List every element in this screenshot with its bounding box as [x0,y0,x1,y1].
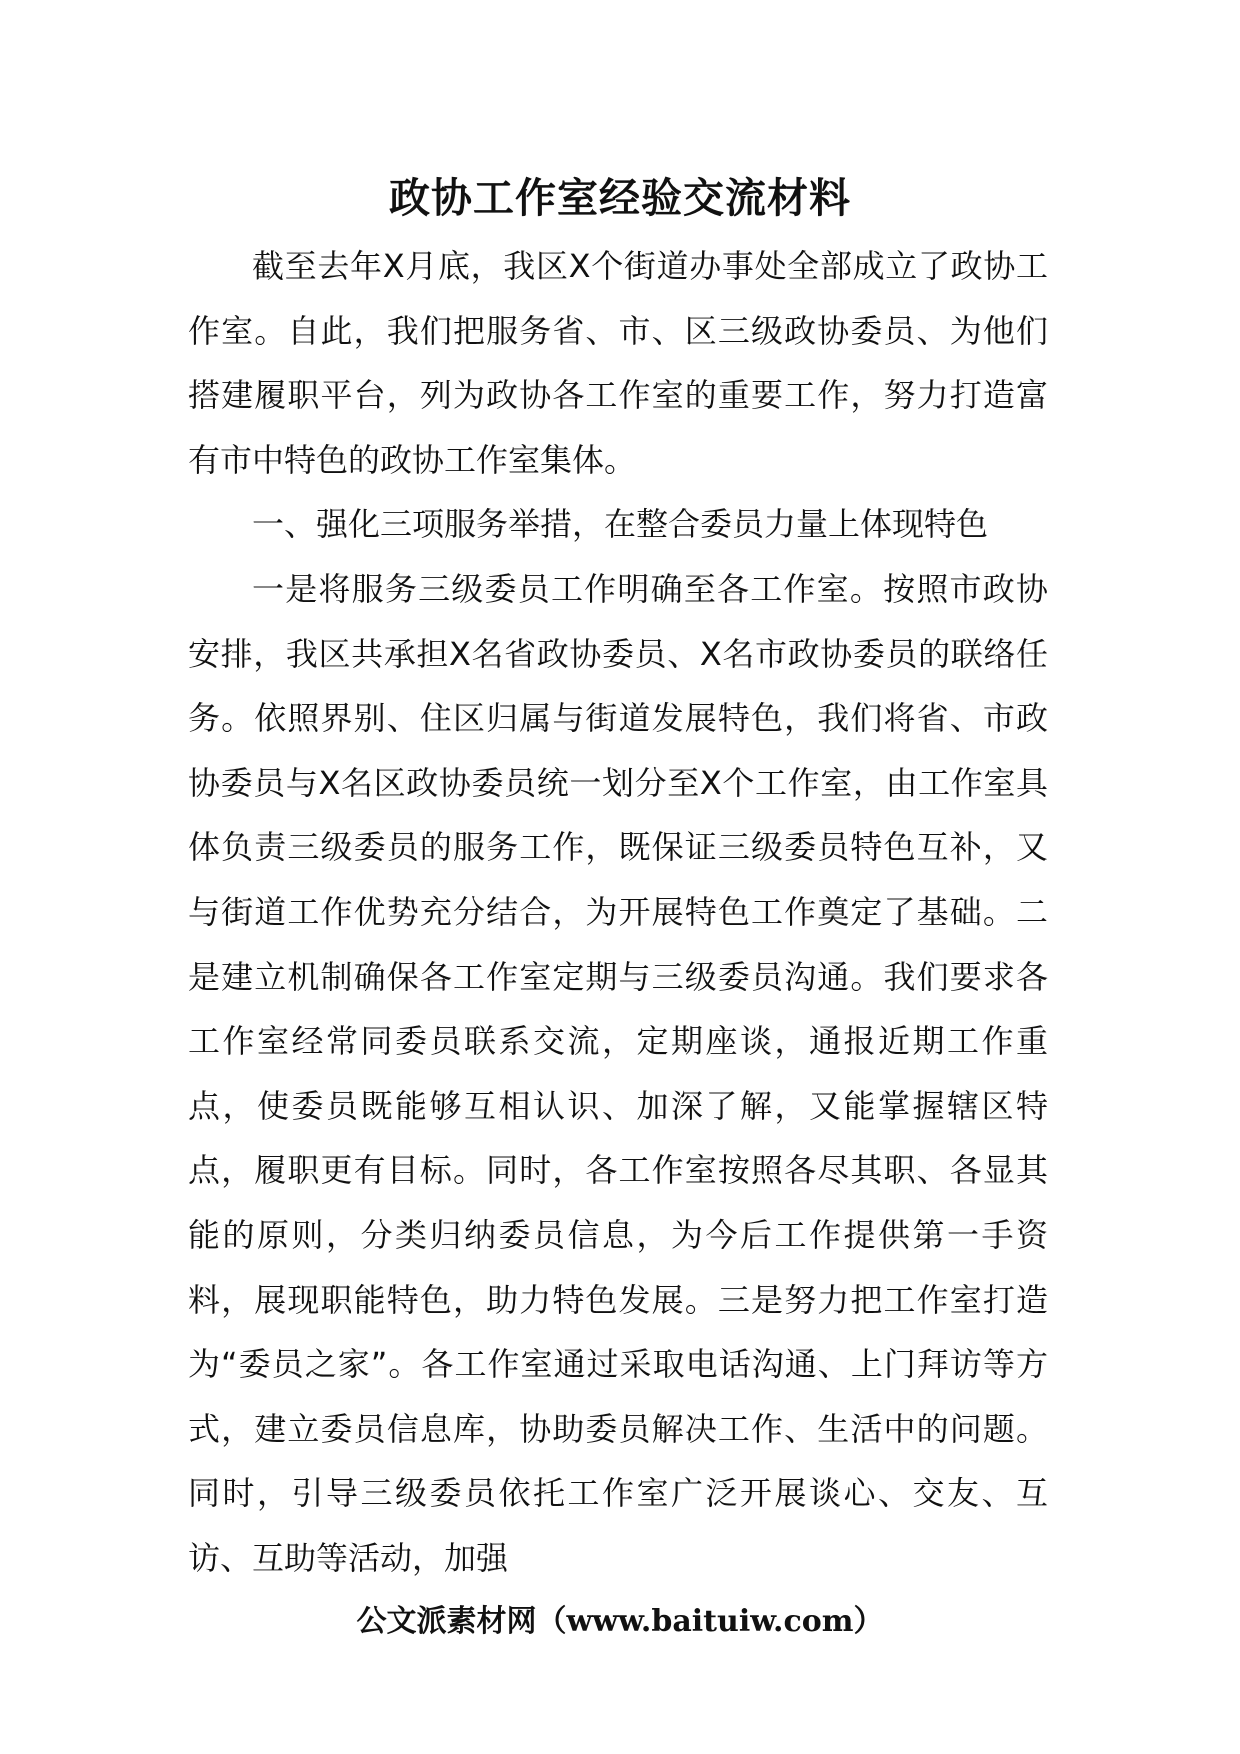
document-body [188,234,1048,1590]
footer-watermark: 公文派素材网（www.baituiw.com） [356,1604,884,1639]
section-heading: 一、强化三项服务举措，在整合委员力量上体现特色 [252,505,989,544]
paragraph-intro: 截至去年X月底，我区X个街道办事处全部成立了政协工作室。自此，我们把服务省、市、区三级政协委员、为他们搭建履职平台，列为政协各工作室的重要工作，努力打造富有市中特色的政协工作室集体。 [188,247,1048,479]
paragraph-section-one: 一是将服务三级委员工作明确至各工作室。按照市政协安排，我区共承担X名省政协委员、X名市政协委员的联络任务。依照界别、住区归属与街道发展特色，我们将省、市政协委员与X名区政协委员统一划分至X个工作室，由工作室具体负责三级委员的服务工作，既保证三级委员特色互补，又与街道工作优势充分结合，为开展特色工作奠定了基础。二是建立机制确保各工作室定期与三级委员沟通。我们要求各工作室经常同委员联系交流，定期座谈，通报近期工作重点，使委员既能够互相认识、加深了解，又能掌握辖区特点，履职更有目标。同时，各工作室按照各尽其职、各显其能的原则，分类归纳委员信息，为今后工作提供第一手资料，展现职能特色，助力特色发展。三是努力把工作室打造为“委员之家”。各工作室通过采取电话沟通、上门拜访等方式，建立委员信息库，协助委员解决工作、生活中的问题。同时，引导三级委员依托工作室广泛开展谈心、交友、互访、互助等活动，加强 [188,569,1048,1577]
document-title: 政协工作室经验交流材料 [389,174,851,222]
